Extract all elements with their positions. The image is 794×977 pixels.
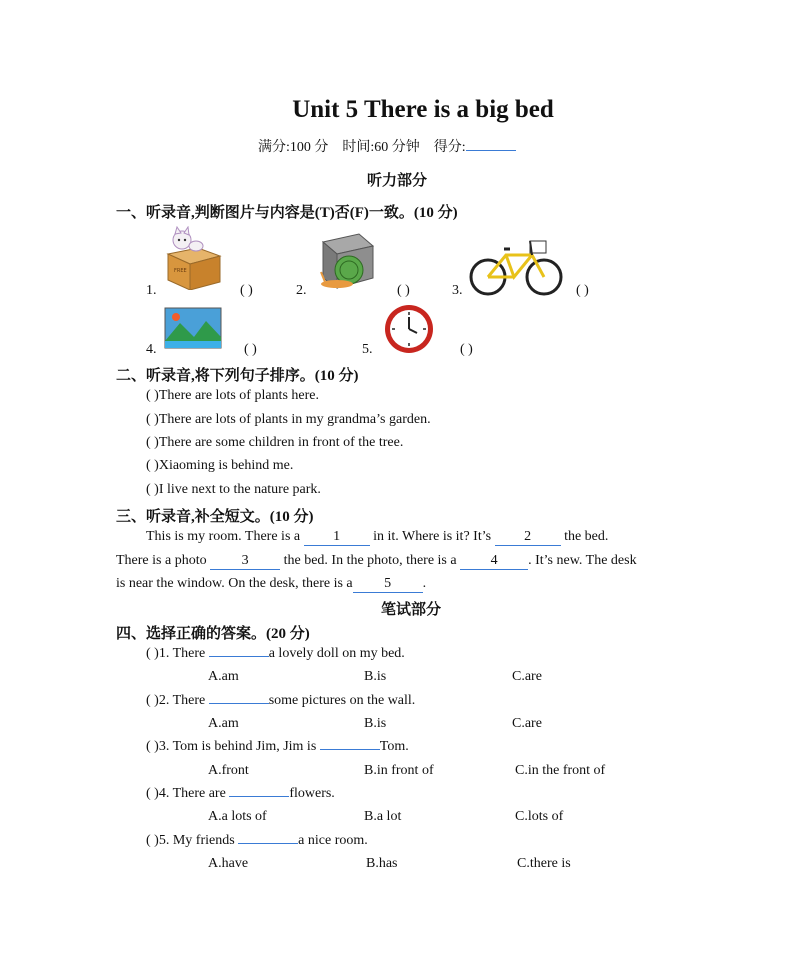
option-a[interactable]: A.am (208, 669, 239, 684)
item-number: 3. (452, 283, 463, 298)
passage-text: . (422, 576, 427, 591)
score-blank[interactable] (466, 136, 516, 151)
passage-text: is near the window. On the desk, there is a (116, 576, 353, 591)
list-item (146, 482, 321, 498)
section-3-title: 三、听录音,补全短文。(10 分) (116, 509, 314, 525)
option-b[interactable]: B.is (364, 716, 387, 731)
passage-line (116, 576, 426, 593)
question-stem (146, 739, 409, 755)
option-c[interactable]: C.lots of (515, 809, 564, 824)
option-b[interactable]: B.is (364, 669, 387, 684)
stem-text: Tom. (379, 739, 409, 754)
page-title: Unit 5 There is a big bed (292, 96, 554, 123)
answer-paren[interactable]: ( ) (146, 482, 159, 497)
passage-line (146, 529, 608, 546)
sentence: I live next to the nature park. (158, 482, 321, 497)
question-stem (146, 646, 405, 662)
sentence: There are lots of plants in my grandma’s garden. (158, 412, 431, 427)
item-number: 1. (146, 283, 157, 298)
passage-text: This is my room. There is a (146, 529, 301, 544)
passage-text: the bed. In the photo, there is a (283, 553, 457, 568)
sentence: Xiaoming is behind me. (158, 458, 294, 473)
stem-text: 1. There (158, 646, 206, 661)
blank-2[interactable]: 2 (495, 529, 561, 546)
score-label: 得分: (433, 140, 466, 155)
item-number: 4. (146, 342, 157, 357)
section-1-title: 一、听录音,判断图片与内容是(T)否(F)一致。(10 分) (116, 205, 458, 221)
answer-paren[interactable]: ( ) (146, 786, 159, 801)
listening-heading: 听力部分 (367, 173, 428, 189)
bicycle-icon (468, 235, 564, 297)
question-stem (146, 693, 415, 709)
blank-3[interactable]: 3 (210, 553, 280, 570)
stem-text: 2. There (158, 693, 206, 708)
option-a[interactable]: A.have (208, 856, 249, 871)
option-a[interactable]: A.am (208, 716, 239, 731)
question-blank[interactable] (209, 703, 269, 704)
question-blank[interactable] (229, 796, 289, 797)
option-b[interactable]: B.has (366, 856, 398, 871)
answer-paren[interactable]: ( ) (244, 342, 257, 357)
list-item (146, 388, 319, 404)
option-c[interactable]: C.are (512, 716, 542, 731)
exam-meta (258, 136, 516, 156)
answer-paren[interactable]: ( ) (576, 283, 589, 298)
stem-text: 3. Tom is behind Jim, Jim is (158, 739, 317, 754)
option-a[interactable]: A.a lots of (208, 809, 267, 824)
answer-paren[interactable]: ( ) (146, 646, 159, 661)
passage-text: in it. Where is it? It’s (373, 529, 492, 544)
full-score: 满分:100 分 (258, 140, 329, 155)
option-b[interactable]: B.a lot (364, 809, 402, 824)
blank-5[interactable]: 5 (353, 576, 423, 593)
stem-text: 5. My friends (158, 833, 235, 848)
item-number: 2. (296, 283, 307, 298)
box-with-cat-icon (162, 226, 222, 290)
question-stem (146, 833, 368, 849)
answer-paren[interactable]: ( ) (146, 458, 159, 473)
answer-paren[interactable]: ( ) (397, 283, 410, 298)
item-number: 5. (362, 342, 373, 357)
blank-4[interactable]: 4 (460, 553, 528, 570)
stem-text: a lovely doll on my bed. (268, 646, 405, 661)
time-limit: 时间:60 分钟 (342, 140, 420, 155)
stem-text: flowers. (289, 786, 335, 801)
answer-paren[interactable]: ( ) (146, 435, 159, 450)
question-blank[interactable] (320, 749, 380, 750)
answer-paren[interactable]: ( ) (146, 412, 159, 427)
list-item (146, 412, 431, 428)
section-2-title: 二、听录音,将下列句子排序。(10 分) (116, 368, 359, 384)
list-item (146, 458, 293, 474)
option-c[interactable]: C.in the front of (515, 763, 606, 778)
section-4-title: 四、选择正确的答案。(20 分) (116, 626, 310, 642)
answer-paren[interactable]: ( ) (240, 283, 253, 298)
landscape-picture-icon (164, 307, 222, 349)
answer-paren[interactable]: ( ) (146, 388, 159, 403)
sentence: There are lots of plants here. (158, 388, 319, 403)
svg-text:FREE: FREE (174, 268, 187, 274)
answer-paren[interactable]: ( ) (460, 342, 473, 357)
passage-text: . It’s new. The desk (528, 553, 637, 568)
snail-box-icon (315, 232, 375, 292)
stem-text: a nice room. (298, 833, 368, 848)
answer-paren[interactable]: ( ) (146, 833, 159, 848)
blank-1[interactable]: 1 (304, 529, 370, 546)
question-stem (146, 786, 335, 802)
question-blank[interactable] (209, 656, 269, 657)
writing-heading: 笔试部分 (381, 602, 442, 618)
option-c[interactable]: C.are (512, 669, 542, 684)
passage-text: the bed. (564, 529, 609, 544)
list-item (146, 435, 403, 451)
passage-text: There is a photo (116, 553, 207, 568)
option-b[interactable]: B.in front of (364, 763, 434, 778)
sentence: There are some children in front of the tree. (158, 435, 404, 450)
clock-icon (382, 303, 436, 355)
option-a[interactable]: A.front (208, 763, 249, 778)
question-blank[interactable] (238, 843, 298, 844)
stem-text: 4. There are (158, 786, 226, 801)
stem-text: some pictures on the wall. (268, 693, 416, 708)
answer-paren[interactable]: ( ) (146, 739, 159, 754)
option-c[interactable]: C.there is (517, 856, 571, 871)
passage-line (116, 553, 637, 570)
answer-paren[interactable]: ( ) (146, 693, 159, 708)
